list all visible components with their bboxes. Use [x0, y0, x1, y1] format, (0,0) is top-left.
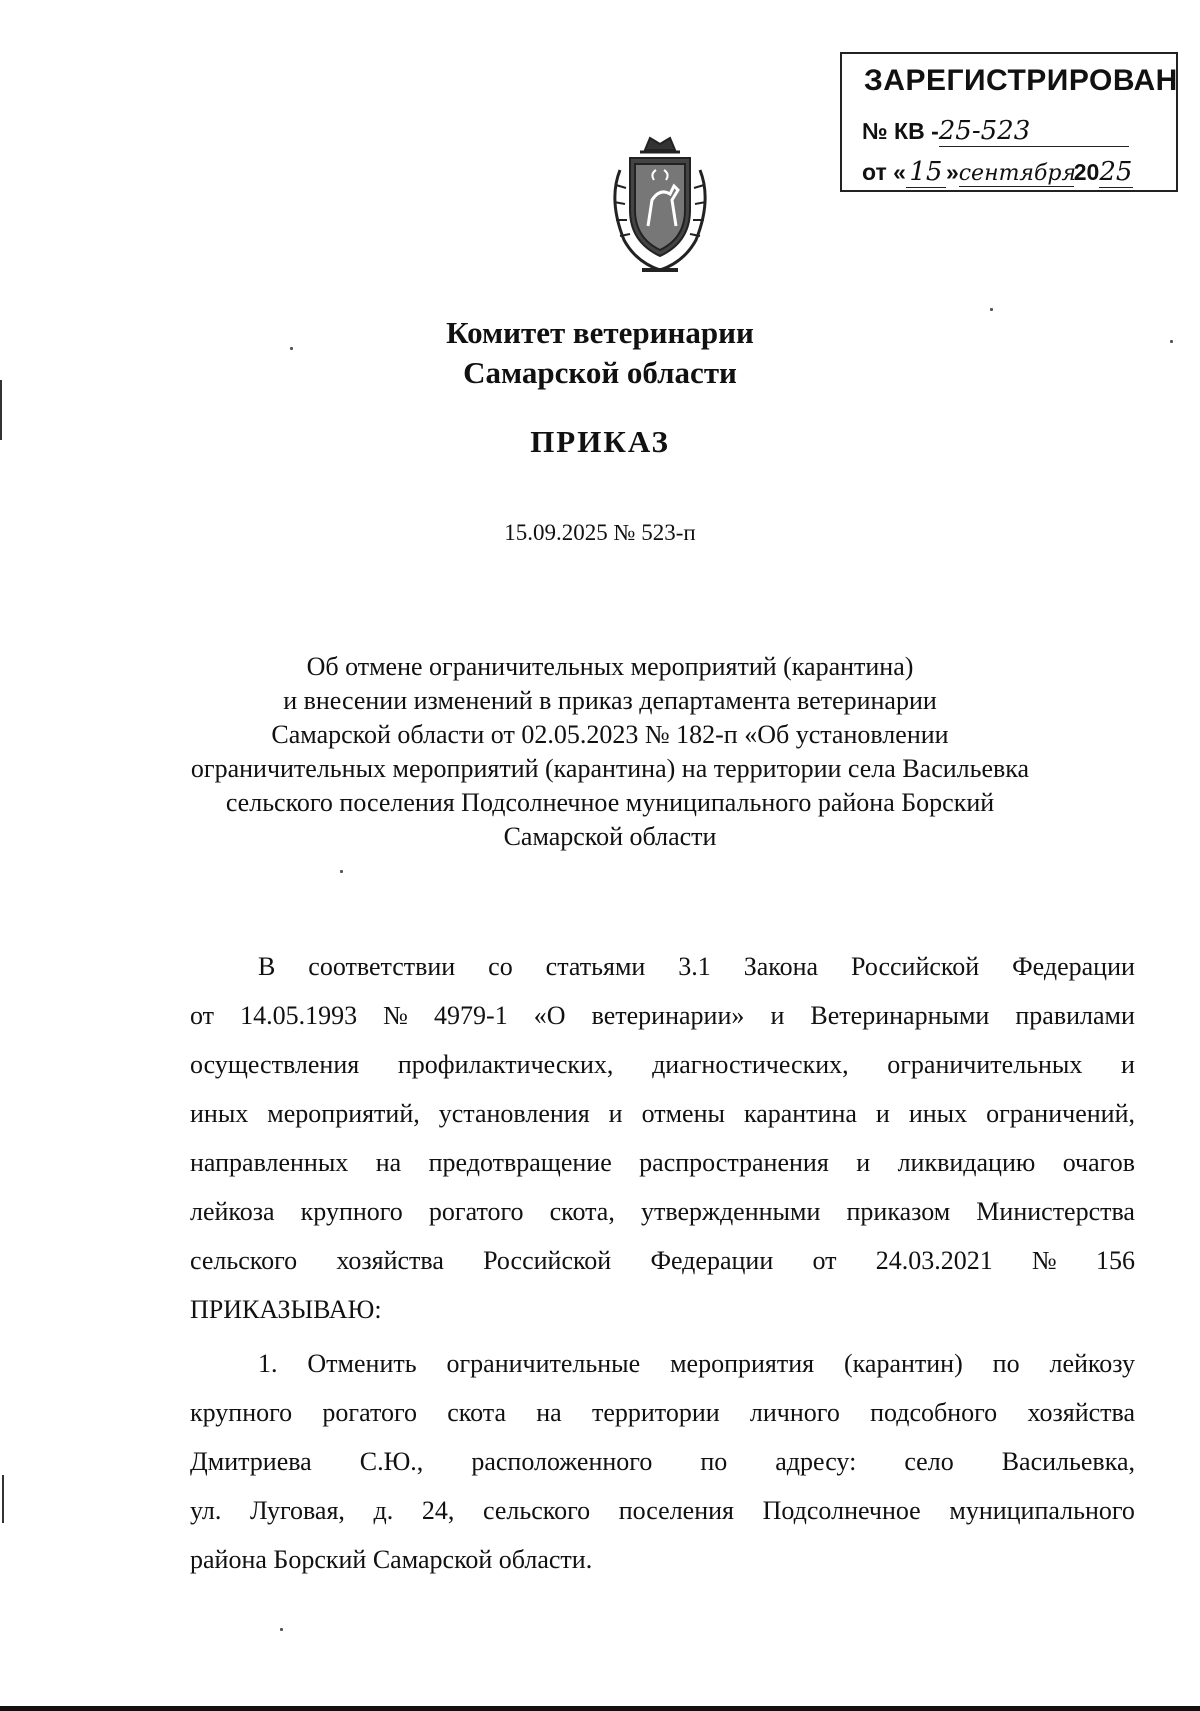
word: приказом — [846, 1197, 951, 1226]
word: на — [375, 1148, 402, 1177]
stamp-number-handwritten: 25-523 — [939, 116, 1129, 147]
preamble-line — [190, 1246, 1135, 1280]
word: очагов — [1062, 1148, 1135, 1177]
preamble-line — [190, 1148, 1135, 1182]
word: осуществления — [190, 1050, 360, 1079]
word: Российской — [483, 1246, 612, 1275]
word: сельского — [483, 1496, 591, 1525]
word: «О — [533, 1001, 566, 1030]
stamp-number-row — [862, 116, 1129, 147]
word: 24.03.2021 — [875, 1246, 993, 1275]
document-subject — [180, 650, 1040, 854]
word: подсобного — [870, 1398, 998, 1427]
word: № — [1031, 1246, 1057, 1275]
word: Отменить — [307, 1349, 417, 1378]
word: и — [856, 1148, 871, 1177]
subject-line: и внесении изменений в приказ департамента ветеринарии — [283, 686, 937, 715]
word: Министерства — [976, 1197, 1135, 1226]
word: рогатого — [428, 1197, 524, 1226]
word: по — [992, 1349, 1020, 1378]
word: статьями — [545, 952, 646, 981]
stamp-date-year: 25 — [1099, 157, 1133, 187]
word: территории — [591, 1398, 720, 1427]
word: Васильевка, — [1001, 1447, 1135, 1476]
stamp-date-mid: » — [945, 159, 959, 185]
scan-bottom-edge — [0, 1706, 1200, 1711]
word: скота — [447, 1398, 506, 1427]
word: Федерации — [650, 1246, 774, 1275]
word: Федерации — [1012, 952, 1135, 981]
word: со — [488, 952, 513, 981]
preamble-line — [190, 1197, 1135, 1231]
stamp-title: ЗАРЕГИСТРИРОВАН — [864, 64, 1178, 97]
word: ограничительные — [446, 1349, 641, 1378]
subject-line: Самарской области — [503, 822, 717, 851]
order-word: ПРИКАЗЫВАЮ: — [190, 1295, 382, 1324]
word: муниципального — [949, 1496, 1135, 1525]
organization-name-line1: Комитет ветеринарии — [446, 315, 754, 350]
word: мероприятий, — [267, 1099, 420, 1128]
preamble-line — [258, 952, 1135, 986]
word: ликвидацию — [897, 1148, 1036, 1177]
word: ветеринарии» — [591, 1001, 745, 1030]
word: по — [700, 1447, 728, 1476]
word: лейкозу — [1049, 1349, 1135, 1378]
word: иных — [908, 1099, 968, 1128]
word: и — [1121, 1050, 1135, 1079]
word: хозяйства — [336, 1246, 444, 1275]
word: и — [770, 1001, 785, 1030]
word: лейкоза — [190, 1197, 275, 1226]
word: адресу: — [775, 1447, 857, 1476]
word: сельского — [190, 1246, 298, 1275]
word: крупного — [190, 1398, 293, 1427]
word: С.Ю., — [359, 1447, 424, 1476]
word: Закона — [743, 952, 819, 981]
word: распространения — [639, 1148, 829, 1177]
preamble-line — [190, 1001, 1135, 1035]
item1-line: района Борский Самарской области. — [190, 1545, 593, 1574]
stamp-date-month: сентября — [958, 161, 1077, 186]
coat-of-arms-emblem — [590, 130, 730, 280]
word: карантина — [743, 1099, 857, 1128]
word: № — [383, 1001, 408, 1030]
word: личного — [749, 1398, 840, 1427]
document-date-number: 15.09.2025 № 523-п — [504, 520, 696, 545]
word: 4979-1 — [434, 1001, 508, 1030]
subject-line: сельского поселения Подсолнечное муниципального района Борский — [225, 788, 995, 817]
word: мероприятия — [670, 1349, 815, 1378]
word: предотвращение — [428, 1148, 612, 1177]
word: на — [536, 1398, 562, 1427]
word: отмены — [641, 1099, 725, 1128]
scan-speck — [280, 1628, 283, 1631]
subject-line: Самарской области от 02.05.2023 № 182-п «Об установлении — [271, 720, 949, 749]
word: и — [608, 1099, 623, 1128]
stamp-date-row — [862, 157, 1133, 188]
word: 1. — [258, 1349, 278, 1378]
word: установления — [438, 1099, 590, 1128]
word: поселения — [618, 1496, 735, 1525]
word: село — [904, 1447, 954, 1476]
stamp-date-day: 15 — [906, 157, 946, 188]
word: 3.1 — [678, 952, 711, 981]
word: утвержденными — [640, 1197, 821, 1226]
scan-speck — [1170, 340, 1173, 343]
stamp-date-prefix: от « — [862, 159, 906, 185]
word: скота, — [549, 1197, 615, 1226]
word: от — [190, 1001, 215, 1030]
word: 156 — [1095, 1246, 1135, 1275]
organization-name-line2: Самарской области — [463, 355, 737, 390]
word: хозяйства — [1027, 1398, 1135, 1427]
word: ограничений, — [986, 1099, 1135, 1128]
word: от — [812, 1246, 837, 1275]
word: Подсолнечное — [762, 1496, 921, 1525]
word: Российской — [851, 952, 980, 981]
word: 14.05.1993 — [240, 1001, 358, 1030]
word: ул. — [190, 1496, 222, 1525]
item1-line — [190, 1447, 1135, 1481]
word: Луговая, — [249, 1496, 345, 1525]
stamp-number-prefix: № КВ - — [862, 118, 939, 144]
word: правилами — [1015, 1001, 1135, 1030]
word: направленных — [190, 1148, 349, 1177]
word: Дмитриева — [190, 1447, 312, 1476]
subject-line: ограничительных мероприятий (карантина) на территории села Васильевка — [190, 754, 1030, 783]
word: д. — [373, 1496, 394, 1525]
word: профилактических, — [397, 1050, 614, 1079]
document-type: ПРИКАЗ — [530, 424, 670, 459]
word: расположенного — [471, 1447, 653, 1476]
word: крупного — [300, 1197, 403, 1226]
word: и — [875, 1099, 890, 1128]
preamble-line — [190, 1099, 1135, 1133]
word: (карантин) — [844, 1349, 963, 1378]
word: ограничительных — [887, 1050, 1083, 1079]
scan-speck — [990, 308, 993, 311]
subject-line: Об отмене ограничительных мероприятий (карантина) — [306, 652, 914, 681]
stamp-date-year-prefix: 20 — [1073, 159, 1100, 185]
word: иных — [190, 1099, 249, 1128]
item1-line — [190, 1496, 1135, 1530]
registration-stamp — [840, 52, 1178, 192]
word: Ветеринарными — [810, 1001, 990, 1030]
item1-line — [258, 1349, 1135, 1383]
word: диагностических, — [652, 1050, 849, 1079]
word: соответствии — [308, 952, 456, 981]
word: В — [258, 952, 276, 981]
scan-speck — [340, 870, 343, 873]
preamble-line — [190, 1050, 1135, 1084]
scan-speck — [290, 347, 293, 350]
scan-edge-mark — [2, 1475, 4, 1523]
word: 24, — [421, 1496, 455, 1525]
word: рогатого — [322, 1398, 417, 1427]
item1-line — [190, 1398, 1135, 1432]
